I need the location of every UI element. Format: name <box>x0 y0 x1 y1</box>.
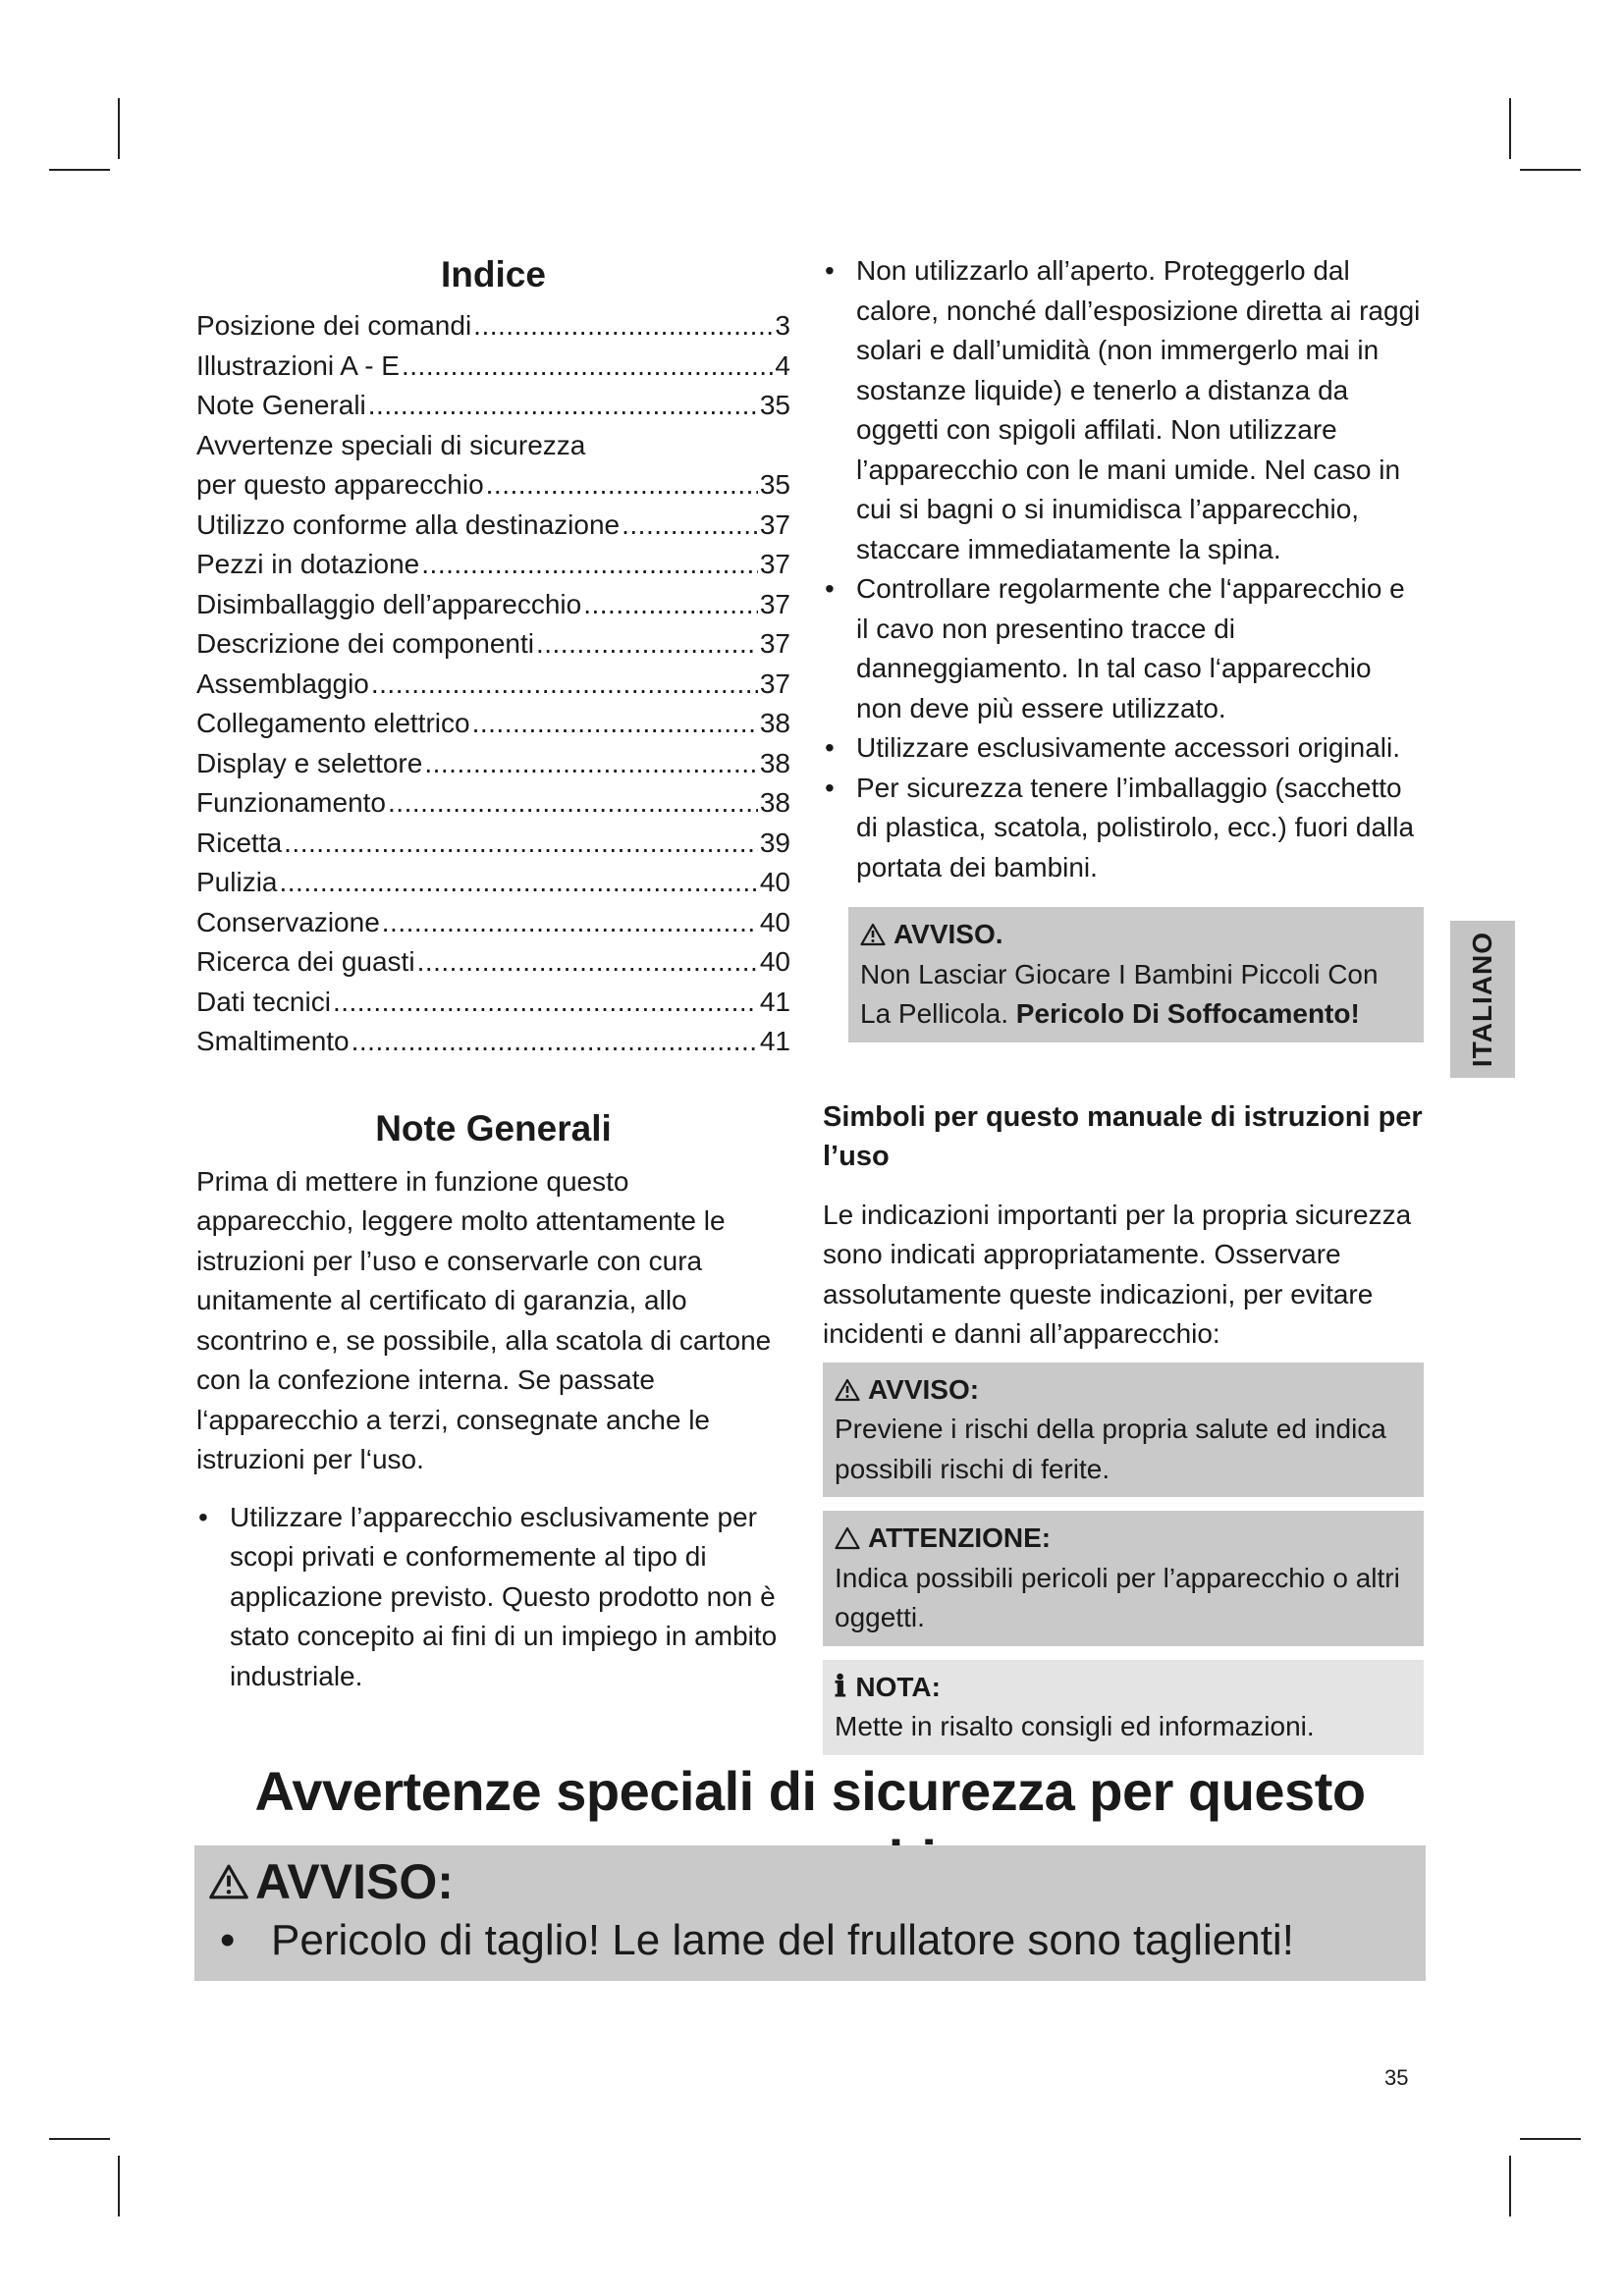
page-number: 35 <box>1384 2065 1409 2090</box>
crop-mark <box>1509 98 1511 159</box>
toc-entry-page: 41 <box>759 1026 790 1056</box>
toc-title: Indice <box>441 254 546 294</box>
toc-entry-title: Pezzi in dotazione <box>196 549 420 579</box>
warning-children-box <box>848 907 1424 1042</box>
bullet-dot: • <box>825 772 835 803</box>
toc-entry <box>196 585 790 625</box>
toc-entry-page: 37 <box>759 549 790 579</box>
toc-entry-page: 38 <box>759 787 790 818</box>
attenzione-heading <box>835 1519 1412 1559</box>
toc-entry-title: Assemblaggio <box>196 667 369 699</box>
bullet-text: Per sicurezza tenere l’imballaggio (sacchetto di plastica, scatola, polistirolo, ecc.) fuori dalla portata dei bambini. <box>856 772 1415 882</box>
toc-dot-leader <box>472 704 758 744</box>
crop-mark <box>118 2156 120 2216</box>
bullet-text: Utilizzare esclusivamente accessori originali. <box>856 732 1400 763</box>
crop-mark <box>1520 169 1581 171</box>
toc-dot-leader <box>486 465 758 506</box>
attenzione-text: Indica possibili pericoli per l’apparecchio o altri oggetti. <box>835 1562 1400 1632</box>
toc-dot-leader <box>583 585 758 625</box>
note-generali-title: Note Generali <box>375 1107 612 1148</box>
nota-box <box>823 1660 1424 1755</box>
toc-entry-title: Posizione dei comandi <box>196 310 472 341</box>
special-warning-label: AVVISO: <box>255 1854 454 1909</box>
language-tab-label: ITALIANO <box>1467 931 1497 1068</box>
toc-entry <box>196 744 790 784</box>
toc-entry-title: Disimballaggio dell’apparecchio <box>196 588 582 619</box>
toc-entry-page: 4 <box>775 349 790 381</box>
toc-entry <box>196 386 790 426</box>
warning-label: AVVISO. <box>893 919 1003 949</box>
toc-entry <box>196 665 790 705</box>
toc-entry <box>196 506 790 546</box>
nota-label: NOTA: <box>855 1671 941 1702</box>
special-warning-item <box>208 1912 1412 1969</box>
bullet-dot: • <box>825 573 835 604</box>
toc-dot-leader <box>417 942 758 983</box>
toc-dot-leader <box>536 624 758 665</box>
note-generali-paragraph: Prima di mettere in funzione questo apparecchio, leggere molto attentamente le istruzioni per l’uso e conservarle con cura unitamente al certificato di garanzia, allo scontrino e, se possibile, alla scatola di cartone con la confezione interna. Se passate l‘apparecchio a terzi, consegnate anche le istruzioni per l‘uso. <box>196 1165 772 1474</box>
toc-entry-page: 39 <box>759 827 790 858</box>
bullet-item <box>823 728 1424 769</box>
toc-entry-title: Ricerca dei guasti <box>196 946 415 977</box>
toc-entry-title: Display e selettore <box>196 747 423 778</box>
toc-entry <box>196 824 790 864</box>
crop-mark <box>49 169 110 171</box>
nota-text: Mette in risalto consigli ed informazioni. <box>835 1711 1315 1741</box>
avviso-heading <box>835 1370 1412 1411</box>
toc-entry-title: Utilizzo conforme alla destinazione <box>196 508 621 540</box>
attenzione-label: ATTENZIONE: <box>868 1522 1052 1553</box>
toc-entry-page: 40 <box>759 946 790 977</box>
crop-mark <box>1520 2138 1581 2140</box>
language-tab <box>1450 921 1515 1078</box>
bullet-text: Controllare regolarmente che l‘apparecchio e il cavo non presentino tracce di danneggiamento. In tal caso l‘apparecchio non deve più essere utilizzato. <box>856 573 1405 723</box>
bullet-dot: • <box>825 255 835 286</box>
attenzione-box <box>823 1511 1424 1646</box>
toc-entry <box>196 942 790 983</box>
bullet-dot: • <box>220 1916 236 1964</box>
toc-entry-title: Descrizione dei componenti <box>196 628 534 659</box>
note-generali-bullets <box>196 1498 790 1697</box>
toc-entry-title: Note Generali <box>196 390 366 420</box>
toc-entry <box>196 545 790 585</box>
bullet-text: Non utilizzarlo all’aperto. Proteggerlo dal calore, nonché dall’esposizione diretta ai raggi solari e dall’umidità (non immergerlo mai in sostanze liquide) e tenerlo a distanza da oggetti con spigoli affilati. Non utilizzare l’apparecchio con le mani umide. Nel caso in cui si bagni o si inumidisca l’apparecchio, staccare immediatamente la spina. <box>856 255 1421 564</box>
toc-dot-leader <box>284 824 758 864</box>
toc-entry-title: Pulizia <box>196 867 278 897</box>
toc-entry <box>196 983 790 1023</box>
toc-dot-leader <box>388 783 758 824</box>
avviso-label: AVVISO: <box>868 1373 980 1405</box>
toc-entry-page: 35 <box>759 469 790 500</box>
bullet-item <box>823 251 1424 569</box>
toc-entry <box>196 465 790 506</box>
right-column <box>823 251 1424 1755</box>
bullet-dot: • <box>825 732 835 763</box>
toc-dot-leader <box>382 903 758 943</box>
toc-dot-leader <box>424 744 758 784</box>
toc-entry-page: 40 <box>759 867 790 897</box>
toc-entry <box>196 306 790 347</box>
caution-triangle-icon <box>835 1526 860 1550</box>
toc-dot-leader <box>279 863 757 903</box>
toc-entry-page: 35 <box>759 390 790 420</box>
toc-entry-title: Collegamento elettrico <box>196 708 470 738</box>
toc-entry <box>196 863 790 903</box>
bullet-text: Utilizzare l’apparecchio esclusivamente per scopi privati e conformemente al tipo di applicazione previsto. Questo prodotto non è stato concepito ai fini di un impiego in ambito industriale. <box>230 1501 778 1691</box>
toc-entry-page: 37 <box>759 508 790 540</box>
symbols-title: Simboli per questo manuale di istruzioni per l’uso <box>823 1100 1423 1172</box>
toc-entry-page: 37 <box>759 588 790 619</box>
table-of-contents <box>196 306 790 1062</box>
warning-text <box>860 955 1412 1035</box>
toc-dot-leader <box>622 506 758 546</box>
toc-entry-page: 37 <box>759 667 790 699</box>
nota-heading <box>835 1668 1412 1708</box>
toc-entry-page: 37 <box>759 628 790 659</box>
special-warning-text: Pericolo di taglio! Le lame del frullatore sono taglienti! <box>271 1916 1294 1964</box>
bullet-item <box>823 569 1424 728</box>
special-warnings-title: Avvertenze speciali di sicurezza per questo <box>254 1760 1366 1822</box>
toc-entry <box>196 1022 790 1062</box>
safety-bullets <box>823 251 1424 887</box>
warning-emphasis: Pericolo Di Soffocamento! <box>1015 998 1360 1029</box>
bullet-item <box>196 1498 790 1697</box>
toc-dot-leader <box>421 545 758 585</box>
toc-entry <box>196 783 790 824</box>
toc-dot-leader <box>352 1022 758 1062</box>
toc-entry-page: 38 <box>759 747 790 778</box>
toc-dot-leader <box>473 306 773 347</box>
warning-triangle-icon <box>208 1863 249 1900</box>
toc-entry-page: 40 <box>759 906 790 937</box>
special-warning-heading <box>208 1851 1412 1912</box>
crop-mark <box>118 98 120 159</box>
toc-entry-title: Illustrazioni A - E <box>196 349 400 381</box>
symbols-boxes <box>823 1362 1424 1755</box>
toc-entry <box>196 624 790 665</box>
left-column <box>196 251 790 1696</box>
warning-triangle-icon <box>860 923 886 946</box>
toc-entry <box>196 704 790 744</box>
toc-entry-title: Conservazione <box>196 906 380 937</box>
toc-entry-page: 38 <box>759 708 790 738</box>
crop-mark <box>1509 2156 1511 2216</box>
warning-body: Non Lasciar Giocare I Bambini Piccoli Con La Pellicola. <box>860 958 1379 1029</box>
toc-entry-title: Ricetta <box>196 827 283 858</box>
toc-dot-leader <box>368 386 758 426</box>
toc-entry <box>196 903 790 943</box>
toc-dot-leader <box>402 347 773 387</box>
symbols-intro: Le indicazioni importanti per la propria sicurezza sono indicati appropriatamente. Osservare assolutamente queste indicazioni, per evitare incidenti e danni all’apparecchio: <box>823 1199 1412 1349</box>
toc-dot-leader <box>333 983 758 1023</box>
bullet-item <box>823 769 1424 888</box>
toc-entry-page: 41 <box>759 986 790 1017</box>
warning-triangle-icon <box>835 1378 860 1402</box>
special-warning-box <box>194 1845 1426 1981</box>
avviso-text: Previene i rischi della propria salute ed indica possibili rischi di ferite. <box>835 1414 1386 1484</box>
toc-entry-page: 3 <box>775 310 790 341</box>
toc-entry-title: Funzionamento <box>196 787 387 818</box>
toc-entry <box>196 347 790 387</box>
toc-entry-title: Smaltimento <box>196 1026 350 1056</box>
avviso-box <box>823 1362 1424 1498</box>
toc-entry <box>196 426 790 466</box>
crop-mark <box>49 2138 110 2140</box>
warning-heading <box>860 915 1412 955</box>
info-icon: ℹ <box>835 1669 846 1704</box>
toc-entry-title: Avvertenze speciali di sicurezza <box>196 429 586 460</box>
toc-entry-title: per questo apparecchio <box>196 469 484 500</box>
bullet-dot: • <box>198 1501 208 1532</box>
toc-dot-leader <box>371 665 758 705</box>
toc-entry-title: Dati tecnici <box>196 986 331 1017</box>
